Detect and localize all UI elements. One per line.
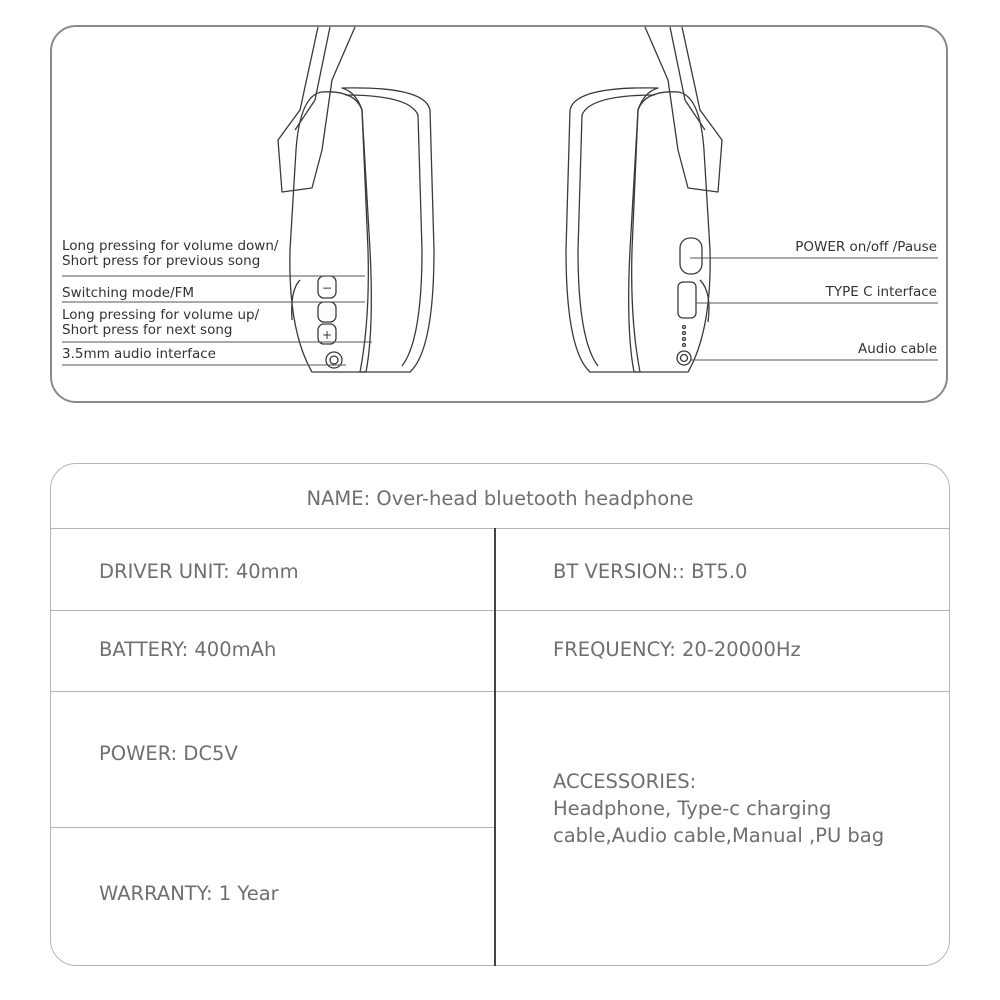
- minus-symbol: −: [321, 281, 333, 295]
- callout-audio-cable: Audio cable: [858, 341, 937, 357]
- plus-symbol: +: [321, 328, 333, 342]
- left-earcup-drawing: [278, 27, 434, 372]
- row-divider: [50, 528, 950, 529]
- accessories-title: ACCESSORIES:: [553, 770, 697, 793]
- callout-audio-interface: 3.5mm audio interface: [62, 346, 216, 362]
- callout-type-c: TYPE C interface: [825, 284, 937, 300]
- row-divider: [50, 691, 950, 692]
- spec-warranty: WARRANTY: 1 Year: [99, 882, 279, 905]
- callout-volume-up-line1: Long pressing for volume up/: [62, 307, 260, 323]
- callout-power: POWER on/off /Pause: [795, 239, 937, 255]
- spec-frequency: FREQUENCY: 20-20000Hz: [553, 638, 801, 661]
- callout-volume-up-line2: Short press for next song: [62, 322, 233, 338]
- spec-name: NAME: Over-head bluetooth headphone: [306, 487, 694, 510]
- row-divider: [50, 610, 950, 611]
- callout-volume-down: [62, 239, 278, 269]
- spec-battery: BATTERY: 400mAh: [99, 638, 277, 661]
- callout-volume-down-line1: Long pressing for volume down/: [62, 238, 279, 254]
- accessories-body: Headphone, Type-c charging cable,Audio cable,Manual ,PU bag: [553, 797, 885, 847]
- callout-mode: Switching mode/FM: [62, 285, 195, 301]
- right-earcup-drawing: [566, 27, 722, 372]
- callout-volume-down-line2: Short press for previous song: [62, 253, 261, 269]
- spec-bt-version: BT VERSION:: BT5.0: [553, 560, 748, 583]
- spec-power: POWER: DC5V: [99, 742, 238, 765]
- callout-volume-up: [62, 308, 259, 338]
- column-divider: [494, 528, 496, 966]
- spec-accessories: [553, 768, 913, 849]
- spec-driver-unit: DRIVER UNIT: 40mm: [99, 560, 299, 583]
- row-divider: [50, 827, 495, 828]
